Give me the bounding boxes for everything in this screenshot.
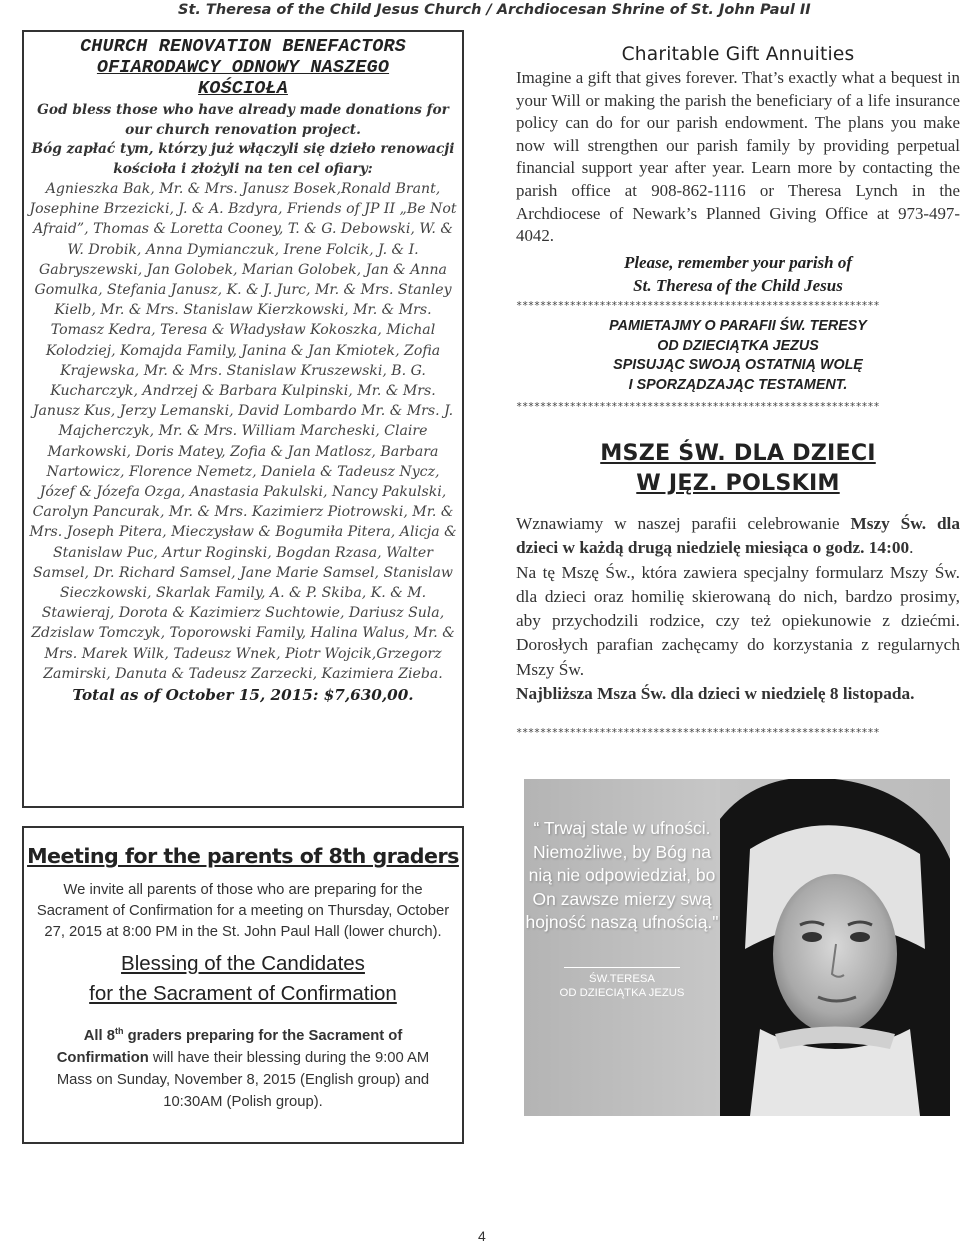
photo-signature xyxy=(524,972,720,1001)
signature-line-2: OD DZIECIĄTKA JEZUS xyxy=(559,987,685,999)
pl-remember-2: OD DZIECIĄTKA JEZUS xyxy=(657,337,819,354)
signature-line-1: ŚW.TERESA xyxy=(589,972,655,985)
signature-line xyxy=(564,967,680,968)
meeting-box xyxy=(22,826,464,1144)
msze-paragraph-2: Na tę Mszę Św., która zawiera specjalny formularz Mszy Św. dla dzieci oraz homilię skierowaną do nich, bardzo prosimy, aby przychodzili rodzice, czy też opiekunowie z dziećmi. Dorosłych parafian zachęcamy do korzystania z regularnych Mszy Św. xyxy=(516,562,960,679)
remember-parish xyxy=(516,251,960,297)
candidates-text xyxy=(24,1020,462,1113)
benefactors-total: Total as of October 15, 2015: $7,630,00. xyxy=(72,686,414,705)
msze-title-2: W JĘZ. POLSKIM xyxy=(636,469,840,496)
blessing-title-2: for the Sacrament of Confirmation xyxy=(89,982,397,1005)
candidates-bold-2: graders preparing for the Sacrament of Confirmation xyxy=(56,1027,403,1066)
right-column xyxy=(516,44,960,740)
msze-p1-bold: Mszy Św. dla dzieci w każdą drugą niedzielę miesiąca o godz. 14:00 xyxy=(516,513,960,558)
remember-line-2: St. Theresa of the Child Jesus xyxy=(633,275,843,295)
benefactors-title-pl-1: OFIARODAWCY ODNOWY NASZEGO xyxy=(96,57,390,78)
photo-quote-panel xyxy=(524,779,720,1116)
blessing-title xyxy=(24,949,462,1009)
st-theresa-photo-card xyxy=(524,779,950,1116)
candidates-bold-1: All 8 xyxy=(83,1027,115,1044)
pl-remember-3: SPISUJĄC SWOJĄ OSTATNIĄ WOLĘ xyxy=(613,357,863,374)
benefactors-names: Agnieszka Bak, Mr. & Mrs. Janusz Bosek,Ronald Brant, Josephine Brzezicki, J. & A. Bzdyra, Friends of JP II „Be Not Afraid”, Thomas & Loretta Cooney, T. & G. Debowski, W. & W. Drobik, Anna Dymianczuk, Irene Folcik, J. & I. Gabryszewski, Jan Golobek, Marian Golobek, Jan & Anna Gomulka, Stefania Janusz, K. & J. Jurc, Mr. & Mrs. Stanley Kielb, Mr. & Mrs. Stanislaw Kierzkowski, Mr. & Mrs. Tomasz Kedra, Teresa & Władysław Kokoszka, Michal Kolodziej, Komajda Family, Janina & Jan Kmiotek, Zofia Krajewska, Mr. & Mrs. Stanislaw Kruszewski, B. G. Kucharczyk, Andrzej & Barbara Kulpinski, Mr. & Mrs. Janusz Kus, Jerzy Lemanski, David Lombardo Mr. & Mrs. J. Majcherczyk, Mr. & Mrs. William Marcheski, Claire Markowski, Doris Matey, Zofia & Jan Matlosz, Barbara Nartowicz, Florence Nemetz, Daniela & Tadeusz Nycz, Józef & Józefa Ozga, Anastasia Pakulski, Nancy Pakulski, Carolyn Pancurak, Mr. & Mrs. Kazimierz Piotrowski, Mr. & Mrs. Joseph Pitera, Mieczysław & Bogumiła Pitera, Alicja & Stanislaw Puc, Artur Roginski, Bogdan Rzasa, Walter Samsel, Dr. Richard Samsel, Jane Marie Samsel, Stanislaw Sieczkowski, Skarlak Family, A. & P. Skiba, K. & M. Stawieraj, Dorota & Kazimierz Suchtowie, Dariusz Sula, Zdzislaw Tomczyk, Toporowski Family, Halina Walus, Mr. & Mrs. Marek Wilk, Tadeusz Wnek, Piotr Wojcik,Grzegorz Zamirski, Danuta & Tadeusz Zarzecki, Kazimiera Zieba. xyxy=(29,181,457,682)
msze-p1-normal: Wznawiamy w naszej parafii celebrowanie xyxy=(516,513,851,533)
benefactors-intro-en: God bless those who have already made donations for our church renovation project. xyxy=(37,102,449,138)
blessing-title-1: Blessing of the Candidates xyxy=(121,952,365,975)
msze-title-1: MSZE ŚW. DLA DZIECI xyxy=(600,439,876,466)
pl-remember-1: PAMIETAJMY O PARAFII ŚW. TERESY xyxy=(609,317,867,334)
photo-quote-text: “ Trwaj stale w ufności. Niemożliwe, by Bóg na nią nie odpowiedział, bo On zawsze mierzy swą hojność naszą ufnością." xyxy=(525,818,719,932)
msze-paragraph-3: Najbliższa Msza Św. dla dzieci w niedzielę 8 listopada. xyxy=(516,684,915,704)
msze-paragraph-1 xyxy=(516,512,960,561)
benefactors-title-en: CHURCH RENOVATION BENEFACTORS xyxy=(80,36,406,57)
msze-title xyxy=(516,438,960,498)
msze-p1-end: . xyxy=(909,538,914,558)
pl-remember xyxy=(516,317,960,396)
stars-divider-1: ************************************************************* xyxy=(516,299,880,312)
stars-divider-3: ************************************************************* xyxy=(516,727,880,740)
page-number: 4 xyxy=(478,1228,486,1244)
page-header: St. Theresa of the Child Jesus Church / Archdiocesan Shrine of St. John Paul II xyxy=(178,2,811,18)
meeting-text: We invite all parents of those who are preparing for the Sacrament of Confirmation for a meeting on Thursday, October 27, 2015 at 8:00 PM in the St. John Paul Hall (lower church). xyxy=(36,882,450,940)
benefactors-box xyxy=(22,30,464,808)
msze-body xyxy=(516,512,960,706)
candidates-sup: th xyxy=(115,1026,124,1036)
benefactors-title xyxy=(28,36,458,99)
annuities-title: Charitable Gift Annuities xyxy=(621,44,855,65)
pl-remember-4: I SPORZĄDZAJĄC TESTAMENT. xyxy=(628,377,848,394)
annuities-body: Imagine a gift that gives forever. That’s exactly what a bequest in your Will or making the parish the beneficiary of a life insurance policy can do for our parish endowment. The plans you make now will strengthen our parish family by providing perpetual financial support year after year. Learn more by contacting the parish office at 908-862-1116 or Theresa Lynch in the Archdiocese of Newark’s Planned Giving Office at 973-497-4042. xyxy=(516,68,960,246)
candidates-rest: will have their blessing during the 9:00 AM Mass on Sunday, November 8, 2015 (English group) and 10:30AM (Polish group). xyxy=(56,1049,430,1110)
meeting-title: Meeting for the parents of 8th graders xyxy=(27,844,459,868)
benefactors-title-pl-2: KOŚCIOŁA xyxy=(198,78,288,99)
st-theresa-portrait-image xyxy=(720,779,950,1116)
remember-line-1: Please, remember your parish of xyxy=(623,252,853,272)
stars-divider-2: ************************************************************* xyxy=(516,400,880,413)
benefactors-intro-pl: Bóg zapłać tym, którzy już włączyli się dzieło renowacji kościoła i złożyli na ten cel ofiary: xyxy=(31,141,455,177)
